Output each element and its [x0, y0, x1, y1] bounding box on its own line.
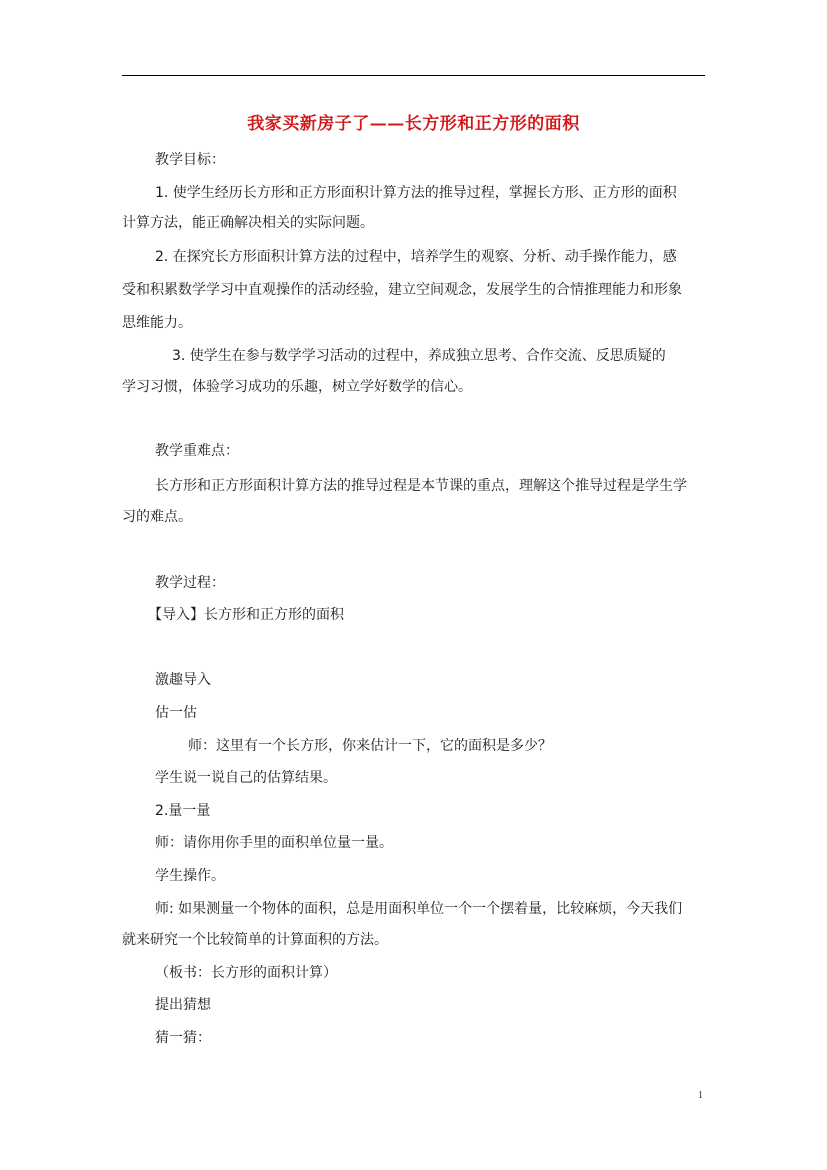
process-line: 学生操作。 — [155, 868, 225, 884]
objective-1-line-1: 1. 使学生经历长方形和正方形面积计算方法的推导过程，掌握长方形、正方形的面积 — [155, 185, 677, 201]
objective-1-line-2: 计算方法，能正确解决相关的实际问题。 — [122, 215, 374, 231]
process-line: 学生说一说自己的估算结果。 — [155, 770, 337, 786]
process-line: 2.量一量 — [155, 803, 211, 819]
process-line: （板书：长方形的面积计算） — [155, 965, 337, 981]
process-line: 师：这里有一个长方形，你来估计一下，它的面积是多少？ — [188, 738, 552, 754]
document-title: 我家买新房子了——长方形和正方形的面积 — [247, 114, 580, 134]
process-line: 师: 如果测量一个物体的面积，总是用面积单位一个一个摆着量，比较麻烦，今天我们 — [155, 901, 683, 917]
objective-3-line-2: 学习习惯，体验学习成功的乐趣，树立学好数学的信心。 — [122, 379, 472, 395]
process-line: 猜一猜： — [155, 1030, 211, 1046]
process-line: 激趣导入 — [155, 672, 211, 688]
process-heading: 教学过程： — [155, 575, 225, 591]
process-intro: 【导入】长方形和正方形的面积 — [148, 607, 344, 623]
keypoints-heading: 教学重难点： — [155, 443, 239, 459]
objective-2-line-3: 思维能力。 — [122, 315, 192, 331]
process-line: 就来研究一个比较简单的计算面积的方法。 — [122, 932, 388, 948]
keypoints-line-2: 习的难点。 — [122, 509, 192, 525]
page-number: 1 — [698, 1090, 703, 1101]
process-line: 提出猜想 — [155, 997, 211, 1013]
objective-2-line-1: 2. 在探究长方形面积计算方法的过程中，培养学生的观察、分析、动手操作能力，感 — [155, 249, 677, 265]
objective-3-line-1: 3. 使学生在参与数学学习活动的过程中，养成独立思考、合作交流、反思质疑的 — [172, 348, 666, 364]
header-rule — [122, 75, 705, 76]
keypoints-line-1: 长方形和正方形面积计算方法的推导过程是本节课的重点，理解这个推导过程是学生学 — [155, 478, 687, 494]
objective-2-line-2: 受和积累数学学习中直观操作的活动经验，建立空间观念，发展学生的合情推理能力和形象 — [122, 282, 682, 298]
process-line: 估一估 — [155, 705, 197, 721]
process-line: 师：请你用你手里的面积单位量一量。 — [155, 835, 393, 851]
objectives-heading: 教学目标： — [155, 152, 225, 168]
